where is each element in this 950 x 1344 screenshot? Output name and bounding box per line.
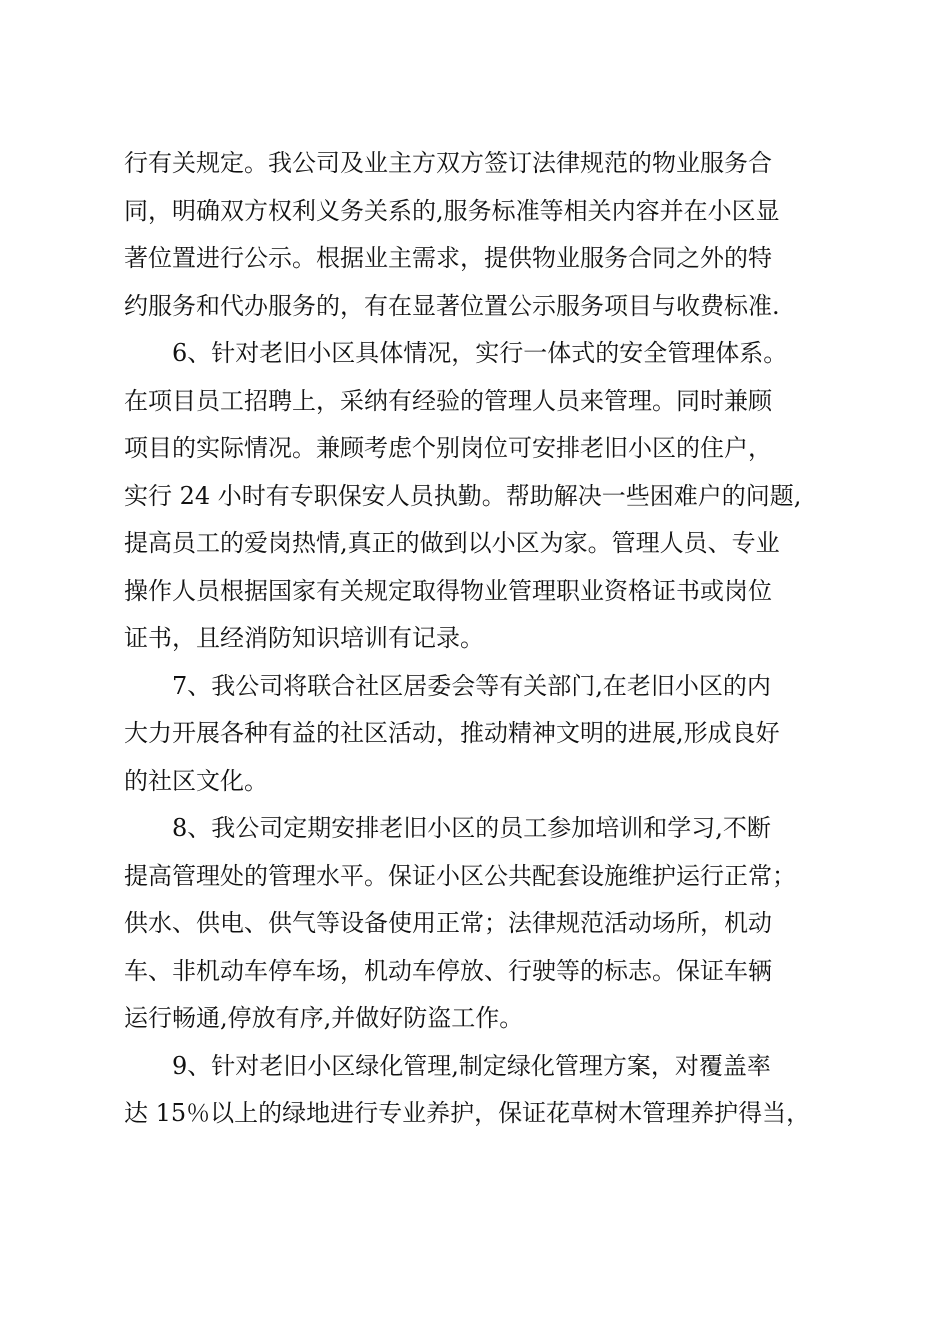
text-line: 著位置进行公示。根据业主需求，提供物业服务合同之外的特 [124, 244, 772, 272]
text-line: 的社区文化。 [124, 766, 268, 795]
body-text [124, 140, 830, 1138]
paragraph-9-first-line: 9、针对老旧小区绿化管理,制定绿化管理方案，对覆盖率 [172, 1051, 771, 1080]
paragraph-7-first-line: 7、我公司将联合社区居委会等有关部门,在老旧小区的内 [172, 671, 771, 700]
text-line: 证书，且经消防知识培训有记录。 [124, 624, 484, 652]
text-line: 同，明确双方权利义务关系的,服务标准等相关内容并在小区显 [124, 196, 780, 225]
text-line: 约服务和代办服务的，有在显著位置公示服务项目与收费标准. [124, 291, 780, 320]
text-line: 实行 24 小时有专职保安人员执勤。帮助解决一些困难户的问题, [124, 481, 802, 510]
text-line: 车、非机动车停车场，机动车停放、行驶等的标志。保证车辆 [124, 956, 772, 985]
text-line: 运行畅通,停放有序,并做好防盗工作。 [124, 1004, 524, 1032]
text-line: 在项目员工招聘上，采纳有经验的管理人员来管理。同时兼顾 [124, 386, 772, 415]
paragraph-8-first-line: 8、我公司定期安排老旧小区的员工参加培训和学习,不断 [172, 814, 771, 842]
paragraph-6-first-line: 6、针对老旧小区具体情况，实行一体式的安全管理体系。 [172, 339, 788, 367]
text-line: 提高员工的爱岗热情,真正的做到以小区为家。管理人员、专业 [124, 529, 780, 557]
text-line: 行有关规定。我公司及业主方双方签订法律规范的物业服务合 [124, 149, 772, 177]
text-line: 提高管理处的管理水平。保证小区公共配套设施维护运行正常； [124, 861, 796, 890]
text-line: 大力开展各种有益的社区活动，推动精神文明的进展,形成良好 [124, 719, 780, 747]
text-line: 达 15％以上的绿地进行专业养护，保证花草树木管理养护得当， [124, 1099, 811, 1127]
text-line: 项目的实际情况。兼顾考虑个别岗位可安排老旧小区的住户， [124, 434, 772, 462]
text-line: 操作人员根据国家有关规定取得物业管理职业资格证书或岗位 [124, 576, 772, 605]
text-line: 供水、供电、供气等设备使用正常；法律规范活动场所，机动 [124, 909, 772, 937]
